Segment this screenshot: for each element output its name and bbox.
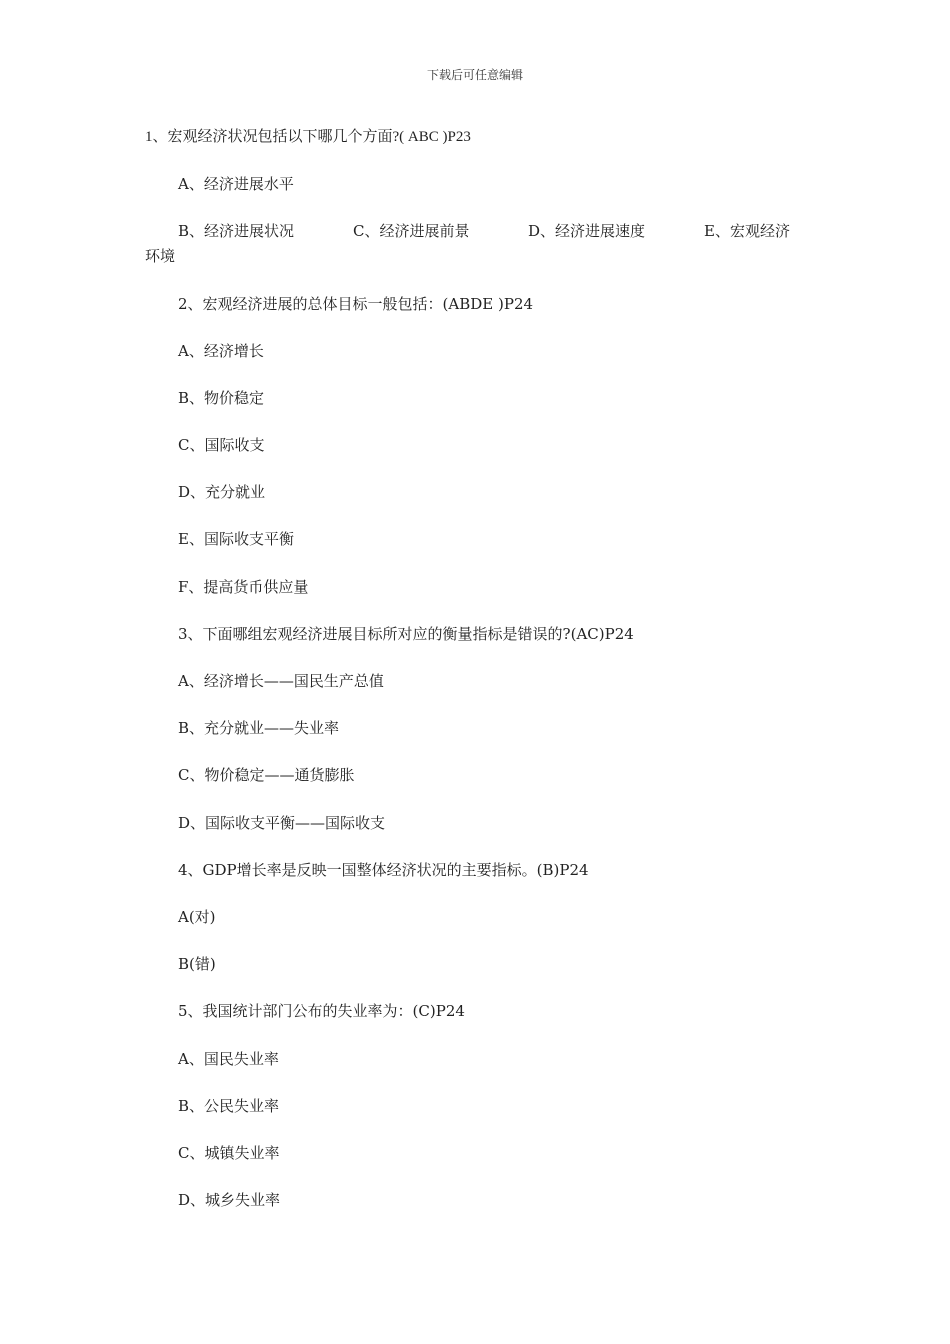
question-1: 1、宏观经济状况包括以下哪几个方面?( ABC )P23 <box>145 129 471 145</box>
q1-option-a: A、经济进展水平 <box>178 175 294 193</box>
q3-option-c: C、物价稳定——通货膨胀 <box>178 766 355 784</box>
q2-option-a: A、经济增长 <box>178 342 264 360</box>
q5-option-c: C、城镇失业率 <box>178 1144 280 1162</box>
q4-option-a: A(对) <box>178 908 216 926</box>
q3-option-a: A、经济增长——国民生产总值 <box>178 672 384 690</box>
q2-option-d: D、充分就业 <box>178 483 266 501</box>
q1-option-e-continued: 环境 <box>145 247 176 265</box>
question-3: 3、下面哪组宏观经济进展目标所对应的衡量指标是错误的?(AC)P24 <box>178 625 634 643</box>
q2-option-c: C、国际收支 <box>178 436 265 454</box>
q2-option-e: E、国际收支平衡 <box>178 530 294 548</box>
q1-option-e: E、宏观经济 <box>704 222 790 240</box>
question-4: 4、GDP增长率是反映一国整体经济状况的主要指标。(B)P24 <box>178 861 589 879</box>
q1-option-c: C、经济进展前景 <box>353 222 470 240</box>
q1-option-d: D、经济进展速度 <box>528 222 646 240</box>
q5-option-d: D、城乡失业率 <box>178 1191 281 1209</box>
q2-option-f: F、提高货币供应量 <box>178 578 309 596</box>
question-2: 2、宏观经济进展的总体目标一般包括：(ABDE )P24 <box>178 295 534 313</box>
q2-option-b: B、物价稳定 <box>178 389 265 407</box>
question-5: 5、我国统计部门公布的失业率为：(C)P24 <box>178 1002 465 1020</box>
q3-option-b: B、充分就业——失业率 <box>178 719 340 737</box>
q5-option-b: B、公民失业率 <box>178 1097 280 1115</box>
page-header: 下载后可任意编辑 <box>426 68 523 82</box>
q3-option-d: D、国际收支平衡——国际收支 <box>178 814 386 832</box>
q4-option-b: B(错) <box>178 955 216 973</box>
q5-option-a: A、国民失业率 <box>178 1050 279 1068</box>
q1-option-b: B、经济进展状况 <box>178 222 295 240</box>
